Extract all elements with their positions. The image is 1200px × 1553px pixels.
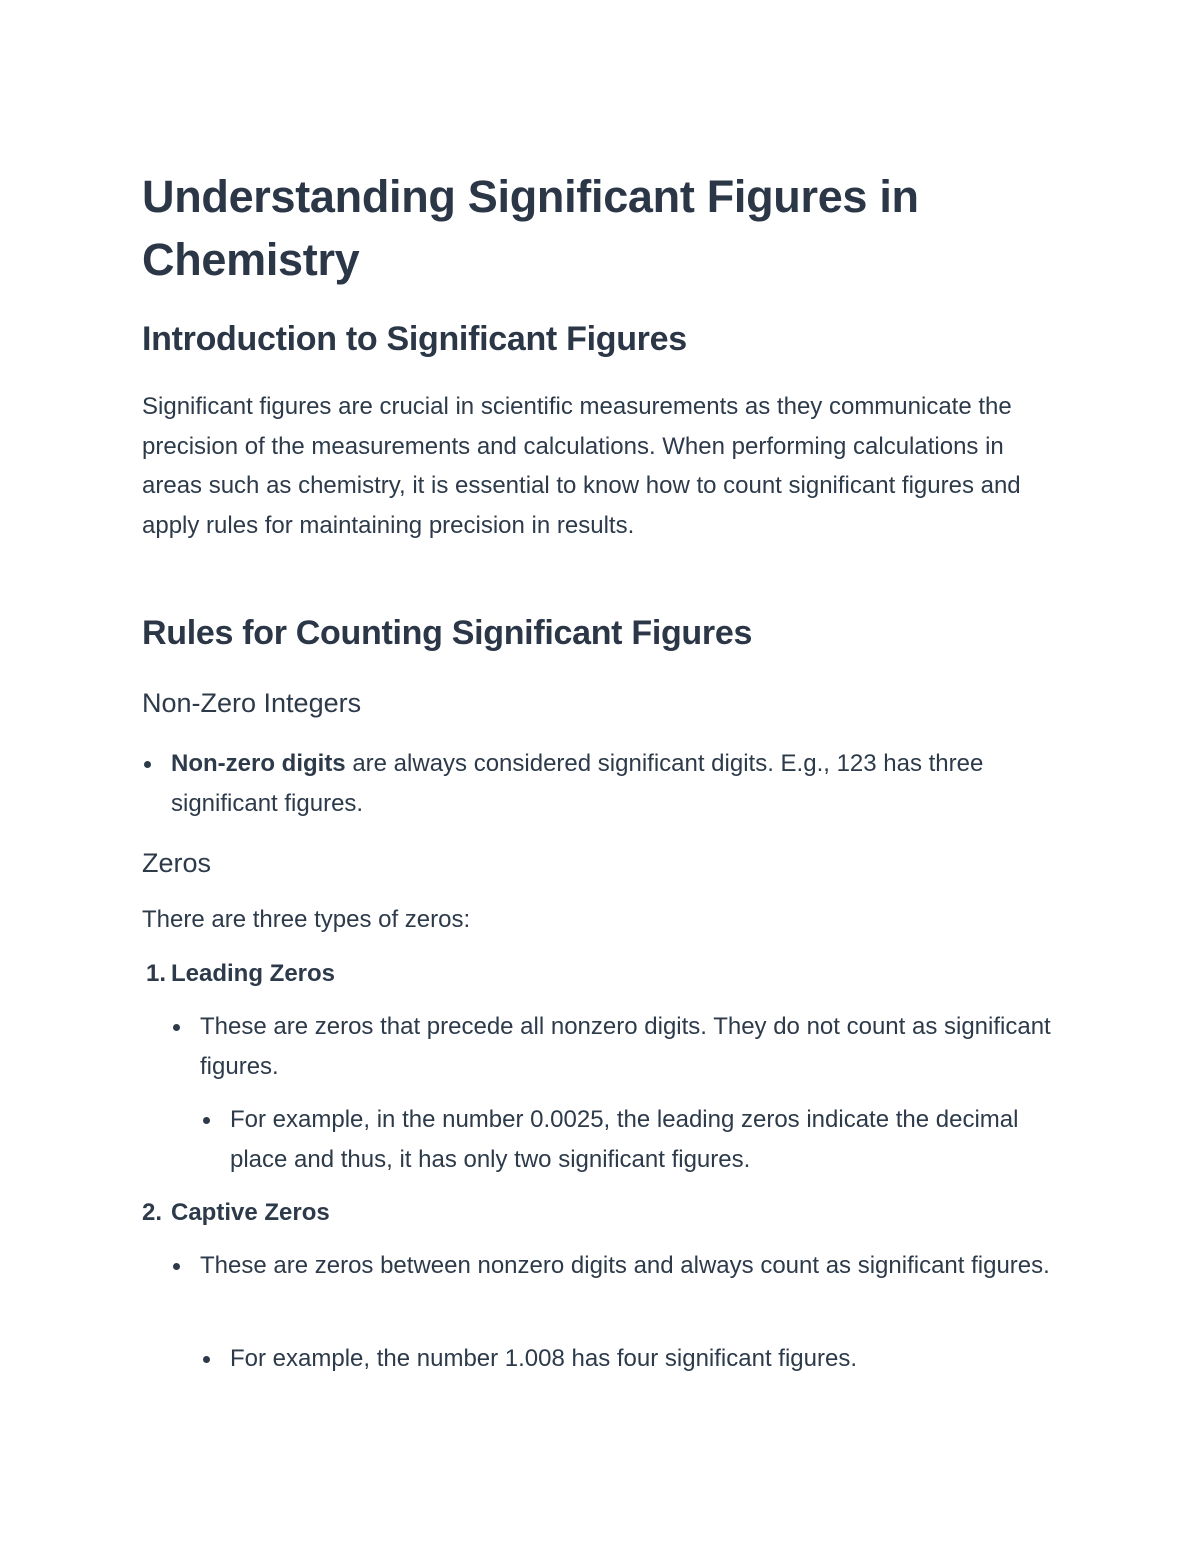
list-item (142, 744, 1042, 824)
list-item (142, 1007, 1062, 1087)
zeros-intro: There are three types of zeros: (142, 906, 471, 933)
list-item (142, 1246, 1062, 1286)
leading-zeros-example: For example, in the number 0.0025, the leading zeros indicate the decimal place and thus, it has only two significant figures. (230, 1106, 1019, 1173)
list-item (142, 1339, 1062, 1379)
bullet-icon (173, 1024, 180, 1031)
intro-heading: Introduction to Significant Figures (142, 320, 687, 358)
zeros-item-leading (142, 954, 1062, 994)
leading-zeros-point: These are zeros that precede all nonzero digits. They do not count as significant figures. (200, 1013, 1051, 1080)
list-number: 1. (146, 960, 167, 987)
intro-paragraph: Significant figures are crucial in scientific measurements as they communicate the precision of the measurements and calculations. When performing calculations in areas such as chemistry, it is essential to know how to count significant figures and apply rules for maintaining precision in results. (142, 393, 1021, 539)
captive-zeros-point: These are zeros between nonzero digits and always count as significant figures. (200, 1252, 1050, 1279)
captive-zeros-examples (142, 1339, 1062, 1379)
nonzero-bullet-text: are always considered significant digits. E.g., 123 has three significant figures. (171, 750, 984, 817)
rules-heading: Rules for Counting Significant Figures (142, 614, 753, 652)
zeros-item-label: Captive Zeros (171, 1199, 330, 1226)
zeros-item-label: Leading Zeros (171, 960, 336, 987)
list-number: 2. (142, 1199, 163, 1226)
zeros-item-captive (142, 1193, 1062, 1233)
list-item (142, 1100, 1062, 1180)
nonzero-bold-term: Non-zero digits (171, 750, 346, 777)
bullet-icon (203, 1117, 210, 1124)
leading-zeros-points (142, 1007, 1062, 1087)
captive-zeros-points (142, 1246, 1062, 1286)
bullet-icon (203, 1356, 210, 1363)
leading-zeros-examples (142, 1100, 1062, 1180)
nonzero-list (142, 744, 1042, 824)
nonzero-heading: Non-Zero Integers (142, 688, 362, 718)
bullet-icon (173, 1263, 180, 1270)
page-title: Understanding Significant Figures in Chemistry (142, 171, 919, 285)
zeros-heading: Zeros (142, 848, 212, 878)
bullet-icon (144, 761, 151, 768)
captive-zeros-example: For example, the number 1.008 has four significant figures. (230, 1345, 857, 1372)
